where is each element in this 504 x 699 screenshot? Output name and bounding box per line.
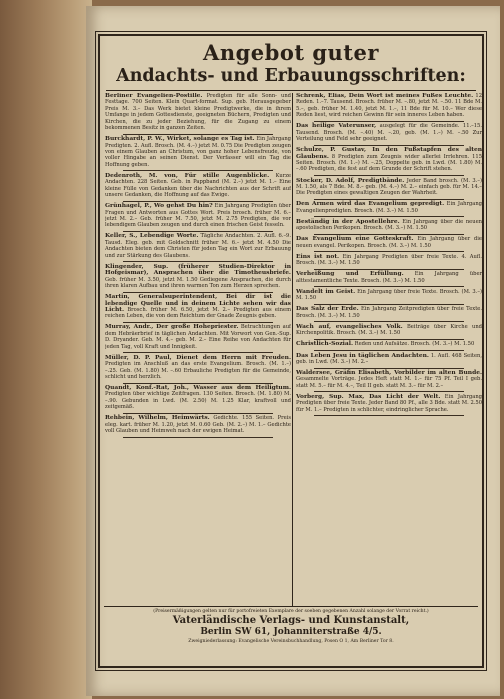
book-title: Müller, D. P. Paul, Dienet dem Herrn mit Freuden. xyxy=(105,353,291,361)
price-note: (Preisermäßigungen gelten nur für portofreieten Exemplare der soeben gegebenen Anzahl solange der Vorrat reicht.) xyxy=(153,609,429,614)
book-description: Ein Jahrgang Predigten über Fragen und Antworten aus Gottes Wort. Preis brosch. früher M. 6.– jetzt M. 2.– Geb. früher M. 7.50, jetzt M. 2.75 Predigten, die vor lebendigem Glauben zeugen und durch einen frischen Geist fesseln. xyxy=(105,203,291,229)
book-entry xyxy=(105,324,291,350)
book-description: Gedichte. 155 Seiten. Preis eleg. kart. früher M. 1.20, jetzt M. 0.60 Geb. (M. 2.–) M. 1.– Gedichte voll Glauben und Heimweh nach der ewigen Heimat. xyxy=(105,415,291,435)
book-description: 1. Aufl. 468 Seiten, geb. in Lwd. (M. 3.–) M. 2.– xyxy=(296,352,482,365)
book-title: Wandelt im Geist. xyxy=(296,287,356,295)
book-description: Ein Jahrgang Predigten über freie Texte. 4. Aufl. Brosch. (M. 3.–) M. 1.50 xyxy=(296,253,482,267)
left-column xyxy=(105,93,291,606)
branch-office: Zweigniederlassung: Evangelische Vereinsbuchhandlung, Posen O 1, Am Berliner Tor 8. xyxy=(188,639,394,644)
book-description: Predigten für alle Sonn- und Festtage. 700 Seiten. Klein Quart-format. Sup. geb. Herausgegeber Preis M. 3.– Das Werk bietet kleine Predigtwerke, die in ihrem Umfange in jedem Gottesdienste, geeigneten Büchern, Predigten und Kirchen, die zu jeder Beziehung, für die Zugang zu einem bekommenen Besitz in ganzen Zeiten. xyxy=(105,93,291,132)
book-entry xyxy=(105,415,291,434)
book-title: Vorberg, Sup. Max, Das Licht der Welt. xyxy=(296,392,441,400)
book-description: Predigten über wichtige Zeitfragen. 130 Seiten. Brosch. (M. 1.80) M. –.90. Gebunden in Lwd. (M. 2.50) M. 1.25 Klar, kraftvoll und zeitgemäß. xyxy=(105,391,291,411)
book-entry xyxy=(296,254,482,267)
book-binding xyxy=(0,0,92,699)
book-entry xyxy=(296,147,482,173)
book-description: Kurze Andachten. 228 Seiten. Geb. in Pappband (M. 2.–) jetzt M. 1.– Eine kleine Fülle von Gedanken über die Nachrichten aus der Schrift auf unsere Gedanken, die Hoffnung auf das Ewige. xyxy=(105,172,291,199)
book-title: Christlich-Sozial. xyxy=(296,340,354,348)
book-title: Wach auf, evangelisches Volk. xyxy=(296,322,403,330)
book-description: Tägliche Andachten. 2. Aufl. 6.–9. Tausd. Eleg. geb. mit Goldschnitt früher M. 6.– jetzt M. 4.50 Die Andachten bieten dem Christen für jeden Tag ein Wort zur Erbauung und zur Stärkung des Glaubens. xyxy=(105,233,291,259)
book-description: 8 Predigten zum Zeugnis wider allerlei Irrlehren. 115 Seiten. Brosch. (M. 1.–) M. –.25, Doppelte geb. in Lwd. (M. 1.80) M. –.60 Predigten, die fest auf dem Grunde der Schrift stehen. xyxy=(296,153,482,173)
book-entry xyxy=(296,306,482,319)
book-entry xyxy=(296,289,482,302)
book-title: Grünhagel, P., Wo gehst Du hin? xyxy=(105,202,213,210)
book-title: Verheißung und Erfüllung. xyxy=(296,270,404,278)
book-description: Beiträge über Kirche und Kirchenpolitik. Brosch. (M. 3.–) M. 1.50 xyxy=(296,323,482,337)
book-title: Schrenk, Elias, Dein Wort ist meines Fußes Leuchte. xyxy=(296,93,474,99)
title-rule xyxy=(106,90,476,91)
book-entry xyxy=(296,394,482,413)
book-description: Gesammelte Vorträge. Jedes Heft statt M. 1.– für 75 Pf. Teil I geb. statt M. 5.– für M. 4.–, Teil II geb. statt M. 3.– für M. 2.– xyxy=(296,376,482,389)
book-description: Ein Jahrgang Evangelienpredigten. Brosch. (M. 3.–) M. 1.50 xyxy=(296,201,482,214)
book-entry xyxy=(296,93,482,119)
entry-separator xyxy=(123,437,273,438)
book-description: Ein Jahrgang über freie Texte. Brosch. (M. 3.–) M. 1.50 xyxy=(296,288,482,302)
publisher-address: Berlin SW 61, Johanniterstraße 4/5. xyxy=(200,627,382,637)
book-title: Den Armen wird das Evangelium gepredigt. xyxy=(296,200,445,208)
book-title: Burckhardt, P. W., Wirket, solange es Tag ist. xyxy=(105,135,255,143)
book-description: Ein Jahrgang über alttestamentliche Texte. Brosch. (M. 3.–) M. 1.50 xyxy=(296,271,482,284)
book-entry xyxy=(105,264,291,290)
book-entry xyxy=(296,201,482,214)
column-divider xyxy=(292,93,293,606)
book-title: Waldersee, Gräfin Elisabeth, Vorbilder im alten Bunde. xyxy=(296,369,482,377)
book-description: Ein Jahrgang Zeitpredigten über freie Texte. Brosch. (M. 3.–) M. 1.50 xyxy=(296,306,482,319)
book-title: Das Salz der Erde. xyxy=(296,305,359,313)
book-title: Das Evangelium eine Gotteskraft. xyxy=(296,235,414,243)
book-page xyxy=(86,6,500,696)
book-description: Ein Jahrgang Predigten über freie Texte. Jeder Band 80 Pf., alle 3 Bde. statt M. 2.50 für M. 1.– Predigten in schlichter, eindringlicher Sprache. xyxy=(296,393,482,413)
book-description: Ein Jahrgang über die neuen apostolischen Perikopen. Brosch. (M. 3.–) M. 1.50 xyxy=(296,218,482,232)
book-entry xyxy=(296,353,482,366)
book-entry xyxy=(105,385,291,411)
book-entry xyxy=(296,341,482,347)
publisher-name: Vaterländische Verlags- und Kunstanstalt, xyxy=(172,615,410,626)
book-entry xyxy=(296,324,482,337)
book-description: Ein Jahrgang über die neuen evangel. Perikopen. Brosch. (M. 3.–) M. 1.50 xyxy=(296,236,482,249)
page-title: Angebot guter xyxy=(203,40,379,65)
book-entry xyxy=(296,219,482,232)
book-title: Dedenroth, M. von, Für stille Augenblicke. xyxy=(105,171,270,179)
book-description: ausgelegt für die Gemeinde. 11.–15. Tausend. Brosch. (M. –.40) M. –.20, geb. (M. 1.–) M. –.50 Zur Verteilung und Feld sehr geeignet. xyxy=(296,123,482,143)
book-title: Das heilige Vaterunser, xyxy=(296,122,377,130)
book-title: Das Leben Jesu in täglichen Andachten. xyxy=(296,351,429,359)
entry-separator xyxy=(314,415,464,416)
book-title: Martin, Generalsuperintendent, Bei dir ist die lebendige Quelle und in deinem Lichte sehen wir das Licht. xyxy=(105,293,291,313)
right-column xyxy=(296,93,482,606)
book-title: Berliner Evangelien-Postille. xyxy=(105,93,203,99)
book-entry xyxy=(105,203,291,229)
advertisement-frame xyxy=(98,34,484,668)
book-entry xyxy=(296,123,482,142)
book-entry xyxy=(105,136,291,168)
publisher-block xyxy=(104,606,478,664)
book-entry xyxy=(105,294,291,320)
book-description: Reden und Aufsätze. Brosch. (M. 3.–) M. 1.50 xyxy=(354,341,475,348)
page-subtitle: Andachts- und Erbauungsschriften: xyxy=(116,66,466,86)
book-title: Quandt, Konf.-Rat, Joh., Wasser aus dem Heiligtum. xyxy=(105,384,291,392)
book-description: 12 Reden. 1.–7. Tausend. Brosch. früher M. –.80, jetzt M. –.50. 11 Bde M. 5.–, geb. früher M. 1.40, jetzt M. 1.–, 11 Bde für M. 10.– Wer diese Reden liest, wird reichen Gewinn für sein inneres Leben haben. xyxy=(296,93,482,119)
book-description: Brosch. früher M. 6.50, jetzt M. 2.– Predigten aus einem reichen Leben, die von dem Reichtum der Gnade Zeugnis geben. xyxy=(105,306,291,320)
book-title: Murray, Andr., Der große Hohepriester. xyxy=(105,323,239,331)
book-title: Klingender, Sup. (früherer Studien-Direktor in Hofgeismar), Ansprachen über die Timotheusbriefe. xyxy=(105,262,291,277)
book-description: Betrachtungen auf dem Hebräerbrief in täglichen Andachten. Mit Vorwort von Gen.-Sup. D. Dryander. Geb. M. 4.– geb. M. 2.– Eine Reihe von Andachten für jeden Tag, voll Kraft und Innigkeit. xyxy=(105,324,291,350)
book-description: Jeder Band brosch. (M. 3.–) M. 1.50, als 7 Bde. M. 8.– geb. (M. 4.–) M. 2.– einfach geb. für M. 14.– Die Predigten eines gewaltigen Zeugen der Wahrheit. xyxy=(296,177,482,197)
book-title: Stocker, D. Adolf, Predigtbände. xyxy=(296,176,405,184)
book-title: Beständig in der Apostellehre. xyxy=(296,217,400,225)
book-title: Keller, S., Lebendige Worte. xyxy=(105,232,199,240)
book-entry xyxy=(296,236,482,249)
book-title: Rehbein, Wilhelm, Heimwärts. xyxy=(105,414,210,422)
book-description: Geb. früher M. 3.50, jetzt M. 1.50 Gediegene Ansprachen, die durch ihren klaren Aufbau und ihren warmen Ton zum Herzen sprechen. xyxy=(105,276,291,289)
book-entry xyxy=(105,173,291,199)
book-entry xyxy=(296,178,482,197)
book-description: Ein Jahrgang Predigten. 2. Aufl. Brosch. (M. 4.–) jetzt M. 0.75 Die Predigten zeugen von einem Glauben an Christum, von ganz hoher Lebensfreude, von voller Hingabe an seinen Dienst. Der Verfasser will ein Tag die Hoffnung geben. xyxy=(105,136,291,168)
book-entry xyxy=(105,355,291,381)
book-description: Predigten im Anschluß an das erste Evangelium. Brosch. (M. 1.–) –.25. Geb. (M. 1.80) M. –.60 Erbauliche Predigten für die Gemeinde, schlicht und herzlich. xyxy=(105,361,291,380)
book-entry xyxy=(105,233,291,259)
book-entry xyxy=(296,271,482,284)
book-entry xyxy=(296,370,482,389)
book-title: Schulze, P. Gustav, In den Fußstapfen des alten Glaubens. xyxy=(296,146,482,160)
book-title: Eins ist not. xyxy=(296,252,340,260)
book-entry xyxy=(105,93,291,131)
